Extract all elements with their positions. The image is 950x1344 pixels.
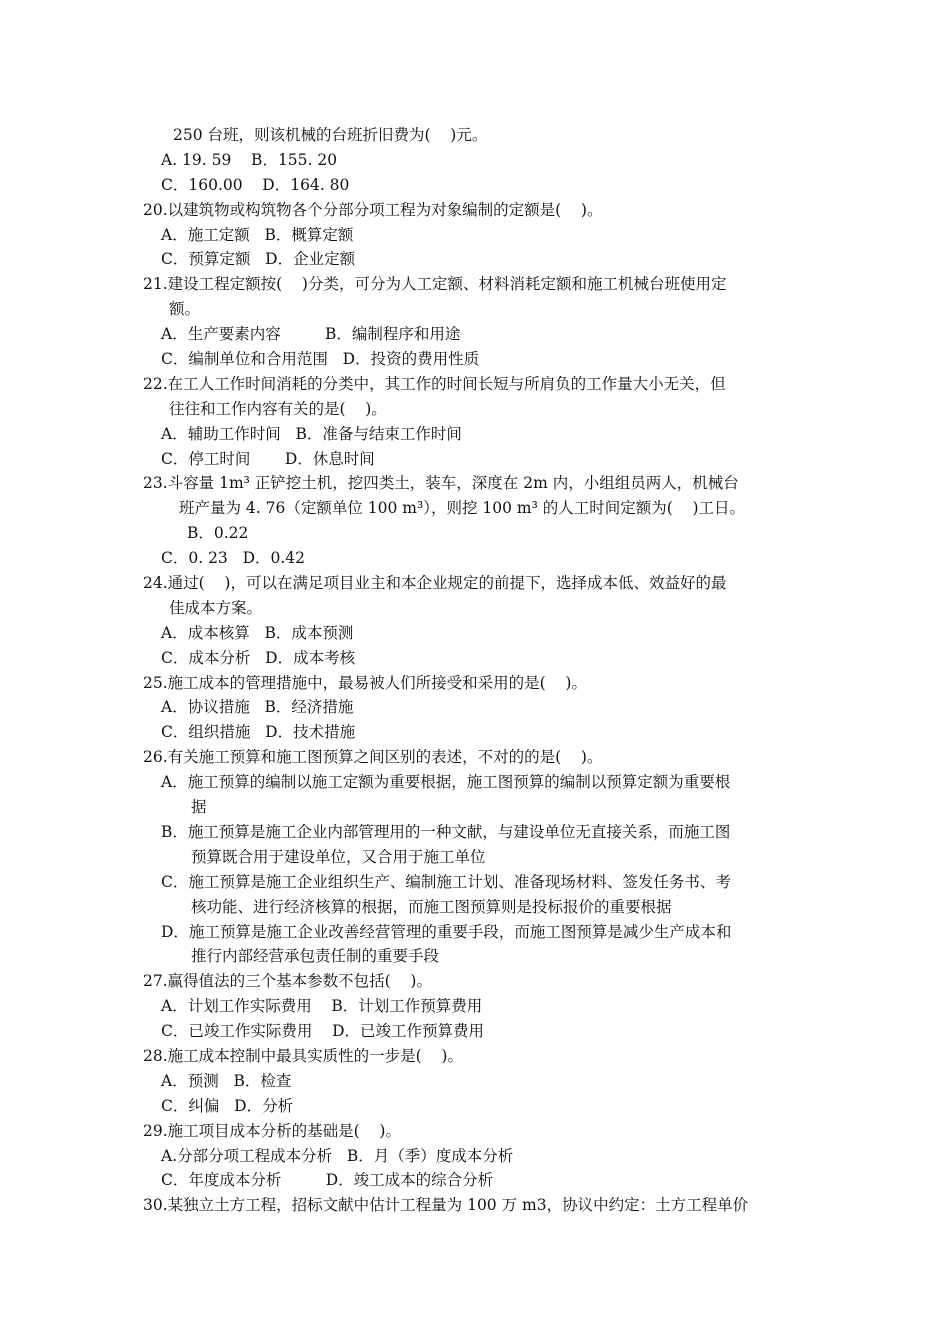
text-line: 27.赢得值法的三个基本参数不包括( )。 <box>143 972 432 991</box>
text-line: C．施工预算是施工企业组织生产、编制施工计划、准备现场材料、签发任务书、考 <box>161 872 731 891</box>
text-line: 25.施工成本的管理措施中，最易被人们所接受和采用的是( )。 <box>143 673 587 692</box>
text-line: B．施工预算是施工企业内部管理用的一种文献，与建设单位无直接关系，而施工图 <box>161 822 731 841</box>
text-line: C．组织措施 D．技术措施 <box>161 723 356 742</box>
text-line: C．编制单位和合用范围 D．投资的费用性质 <box>161 350 480 369</box>
text-line: A.分部分项工程成本分析 B．月（季）度成本分析 <box>161 1146 514 1165</box>
text-line: C．成本分析 D．成本考核 <box>161 648 356 667</box>
text-line: 佳成本方案。 <box>169 598 263 617</box>
text-line: 额。 <box>169 300 201 319</box>
text-line: 24.通过( )，可以在满足项目业主和本企业规定的前提下，选择成本低、效益好的最 <box>143 574 727 593</box>
text-line: A．施工预算的编制以施工定额为重要根据，施工图预算的编制以预算定额为重要根 <box>161 773 731 792</box>
text-line: C．纠偏 D．分析 <box>161 1096 294 1115</box>
text-line: 30.某独立土方工程，招标文献中估计工程量为 100 万 m3，协议中约定：土方工程单价 <box>143 1196 749 1215</box>
text-line: 22.在工人工作时间消耗的分类中，其工作的时间长短与所肩负的工作量大小无关，但 <box>143 374 726 393</box>
text-line: 21.建设工程定额按( )分类，可分为人工定额、材料消耗定额和施工机械台班使用定 <box>143 275 727 294</box>
text-line: C．0. 23 D．0.42 <box>161 549 306 568</box>
text-line: A．计划工作实际费用 B．计划工作预算费用 <box>161 997 483 1016</box>
text-line: 班产量为 4. 76（定额单位 100 m³），则挖 100 m³ 的人工时间定额为( )工日。 <box>179 499 746 518</box>
text-line: 核功能、进行经济核算的根据，而施工图预算则是投标报价的重要根据 <box>191 897 672 916</box>
text-line: 28.施工成本控制中最具实质性的一步是( )。 <box>143 1046 463 1065</box>
text-line: 推行内部经营承包责任制的重要手段 <box>191 947 440 966</box>
text-line: C．预算定额 D．企业定额 <box>161 250 356 269</box>
text-line: 250 台班，则该机械的台班折旧费为( )元。 <box>173 126 488 144</box>
text-line: 预算既合用于建设单位，又合用于施工单位 <box>191 847 486 866</box>
text-line: C．停工时间 D．休息时间 <box>161 449 375 468</box>
text-line: B．0.22 <box>187 524 249 543</box>
document-body <box>143 123 808 1218</box>
text-line: D．施工预算是施工企业改善经营管理的重要手段，而施工图预算是减少生产成本和 <box>161 922 732 941</box>
text-line: 29.施工项目成本分析的基础是( )。 <box>143 1121 401 1140</box>
text-line: A．协议措施 B．经济措施 <box>161 698 354 717</box>
text-line: A．辅助工作时间 B．准备与结束工作时间 <box>161 424 462 443</box>
text-line: 往往和工作内容有关的是( )。 <box>169 399 387 418</box>
text-line: A．成本核算 B．成本预测 <box>161 623 354 642</box>
text-line: 23.斗容量 1m³ 正铲挖土机，挖四类土，装车，深度在 2m 内，小组组员两人，机械台 <box>143 474 739 493</box>
text-line: C．年度成本分析 D．竣工成本的综合分析 <box>161 1171 494 1190</box>
text-line: A. 19. 59 B．155. 20 <box>161 150 338 169</box>
text-line: A．生产要素内容 B．编制程序和用途 <box>161 325 461 344</box>
text-line: C．160.00 D．164. 80 <box>161 175 350 194</box>
text-line: C．已竣工作实际费用 D．已竣工作预算费用 <box>161 1022 484 1041</box>
text-line: 据 <box>191 798 207 817</box>
text-line: 26.有关施工预算和施工图预算之间区别的表述，不对的的是( )。 <box>143 748 603 767</box>
text-line: A．施工定额 B．概算定额 <box>161 225 354 244</box>
text-line: A．预测 B．检查 <box>161 1071 292 1090</box>
text-line: 20.以建筑物或构筑物各个分部分项工程为对象编制的定额是( )。 <box>143 200 603 219</box>
